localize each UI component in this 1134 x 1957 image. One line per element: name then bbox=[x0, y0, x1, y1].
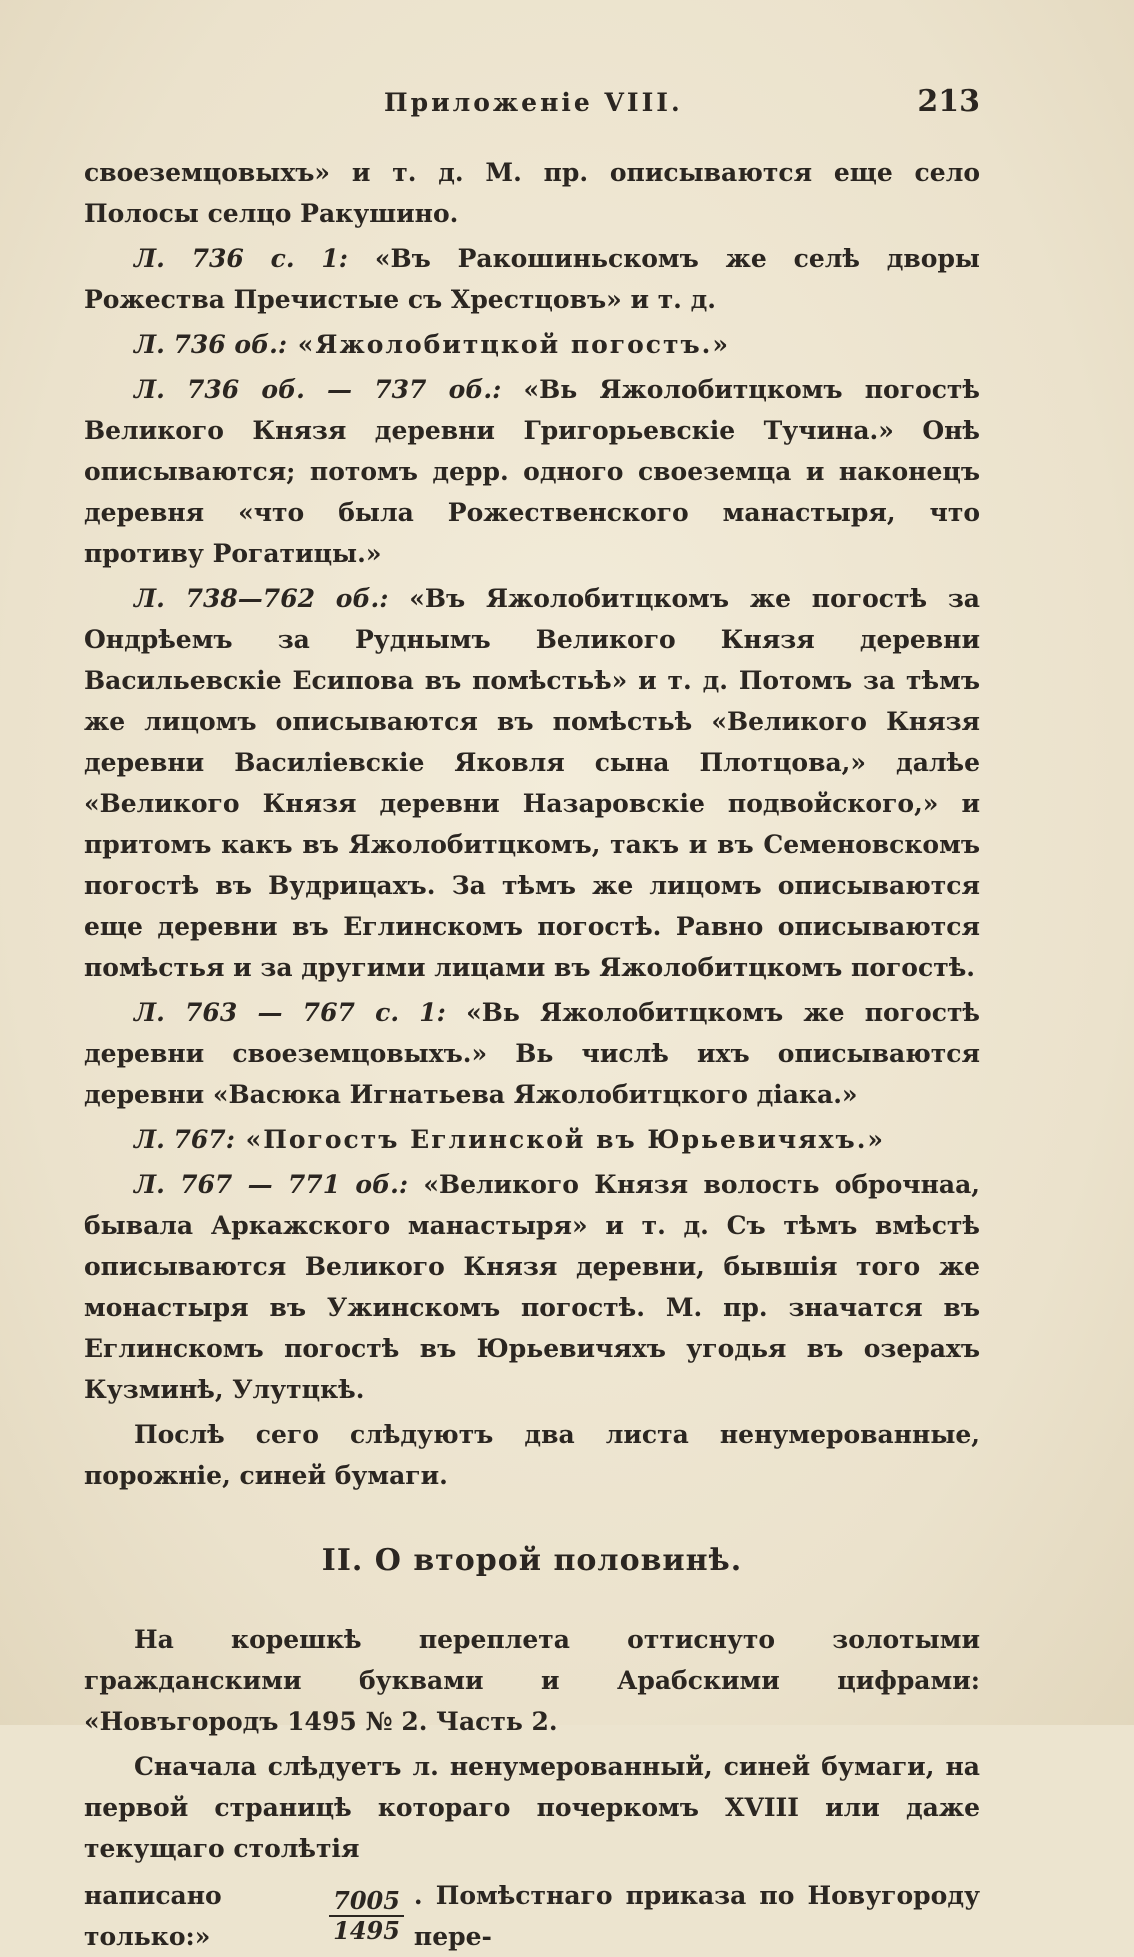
fraction-numerator: 7005 bbox=[329, 1887, 404, 1917]
fraction bbox=[329, 1887, 404, 1945]
paragraph-text: «Яжолобитцкой погостъ.» bbox=[287, 330, 731, 359]
folio-reference: Л. 736 об. — 737 об.: bbox=[134, 375, 502, 404]
paragraph bbox=[84, 238, 980, 320]
paragraph-text: «Великого Князя волость оброчнаа, бывала Аркажского манастыря» и т. д. Съ тѣмъ вмѣстѣ описываются Великого Князя деревни, бывшія того же монастыря въ Ужинскомъ погостѣ. М. пр. значатся въ Еглинскомъ погостѣ въ Юрьевичяхъ угодья въ озерахъ Кузминѣ, Улутцкѣ. bbox=[84, 1170, 980, 1404]
paragraph bbox=[84, 369, 980, 574]
line-text-before: написано только:» bbox=[84, 1881, 222, 1951]
folio-reference: Л. 767: bbox=[134, 1125, 235, 1154]
paragraph bbox=[84, 992, 980, 1115]
fraction-denominator: 1495 bbox=[333, 1916, 400, 1945]
paragraph-text: Послѣ сего слѣдуютъ два листа ненумерованные, порожніе, синей бумаги. bbox=[84, 1420, 980, 1490]
section-heading: II. О второй половинѣ. bbox=[321, 1543, 743, 1578]
page-number: 213 bbox=[917, 84, 980, 119]
paragraph-text: «Погостъ Еглинской въ Юрьевичяхъ.» bbox=[234, 1125, 886, 1154]
folio-reference: Л. 736 об.: bbox=[134, 330, 288, 359]
paragraph bbox=[84, 324, 980, 365]
folio-reference: Л. 738—762 об.: bbox=[134, 584, 389, 613]
paragraph bbox=[84, 1164, 980, 1410]
page-header bbox=[84, 84, 980, 128]
page-body bbox=[84, 152, 980, 1957]
folio-reference: Л. 763 — 767 с. 1: bbox=[134, 998, 446, 1027]
paragraph-text: «Въ Ракошиньскомъ же селѣ дворы Рожества Пречистые съ Хрестцовъ» и т. д. bbox=[84, 244, 980, 314]
paragraph bbox=[84, 1119, 980, 1160]
running-title: Приложеніе VIII. bbox=[384, 88, 683, 117]
paragraph bbox=[84, 1746, 980, 1869]
folio-reference: Л. 767 — 771 об.: bbox=[134, 1170, 409, 1199]
paragraph-text: «Вь Яжолобитцкомъ же погостѣ деревни своеземцовыхъ.» Вь числѣ ихъ описываются деревни «Васюка Игнатьева Яжолобитцкого діака.» bbox=[84, 998, 981, 1109]
paragraph-text: «Въ Яжолобитцкомъ же погостѣ за Ондрѣемъ за Руднымъ Великого Князя деревни Васильевскіе Есипова въ помѣстьѣ» и т. д. Потомъ за тѣмъ же лицомъ описываются въ помѣстьѣ «Великого Князя деревни Василіевскіе Яковля сына Плотцова,» далѣе «Великого Князя деревни Назаровскіе подвойского,» и притомъ какъ въ Яжолобитцкомъ, такъ и въ Семеновскомъ погостѣ въ Вудрицахъ. За тѣмъ же лицомъ описываются еще деревни въ Еглинскомъ погостѣ. Равно описываются помѣстья и за другими лицами въ Яжолобитцкомъ погостѣ. bbox=[84, 584, 980, 982]
paragraph-text: «Вь Яжолобитцкомъ погостѣ Великого Князя деревни Григорьевскіе Тучина.» Онѣ описываются; потомъ дерр. одного своеземца и наконецъ деревня «что была Рожественского манастыря, что противу Рогатицы.» bbox=[84, 375, 980, 568]
paragraph-text: Сначала слѣдуетъ л. ненумерованный, синей бумаги, на первой страницѣ котораго почеркомъ XVIII или даже текущаго столѣтія bbox=[84, 1752, 980, 1863]
paragraph-text: своеземцовыхъ» и т. д. М. пр. описываются еще село Полосы селцо Ракушино. bbox=[84, 158, 980, 228]
fraction-line bbox=[84, 1875, 980, 1957]
line-text-after: . Помѣстнаго приказа по Новугороду пере- bbox=[413, 1881, 980, 1951]
paragraph bbox=[84, 152, 980, 234]
paragraph bbox=[84, 1414, 980, 1496]
folio-reference: Л. 736 с. 1: bbox=[134, 244, 348, 273]
paragraph bbox=[84, 1619, 980, 1742]
paragraph-text: На корешкѣ переплета оттиснуто золотыми гражданскими буквами и Арабскими цифрами: «Новъгородъ 1495 № 2. Часть 2. bbox=[84, 1625, 980, 1736]
paragraph bbox=[84, 578, 980, 988]
